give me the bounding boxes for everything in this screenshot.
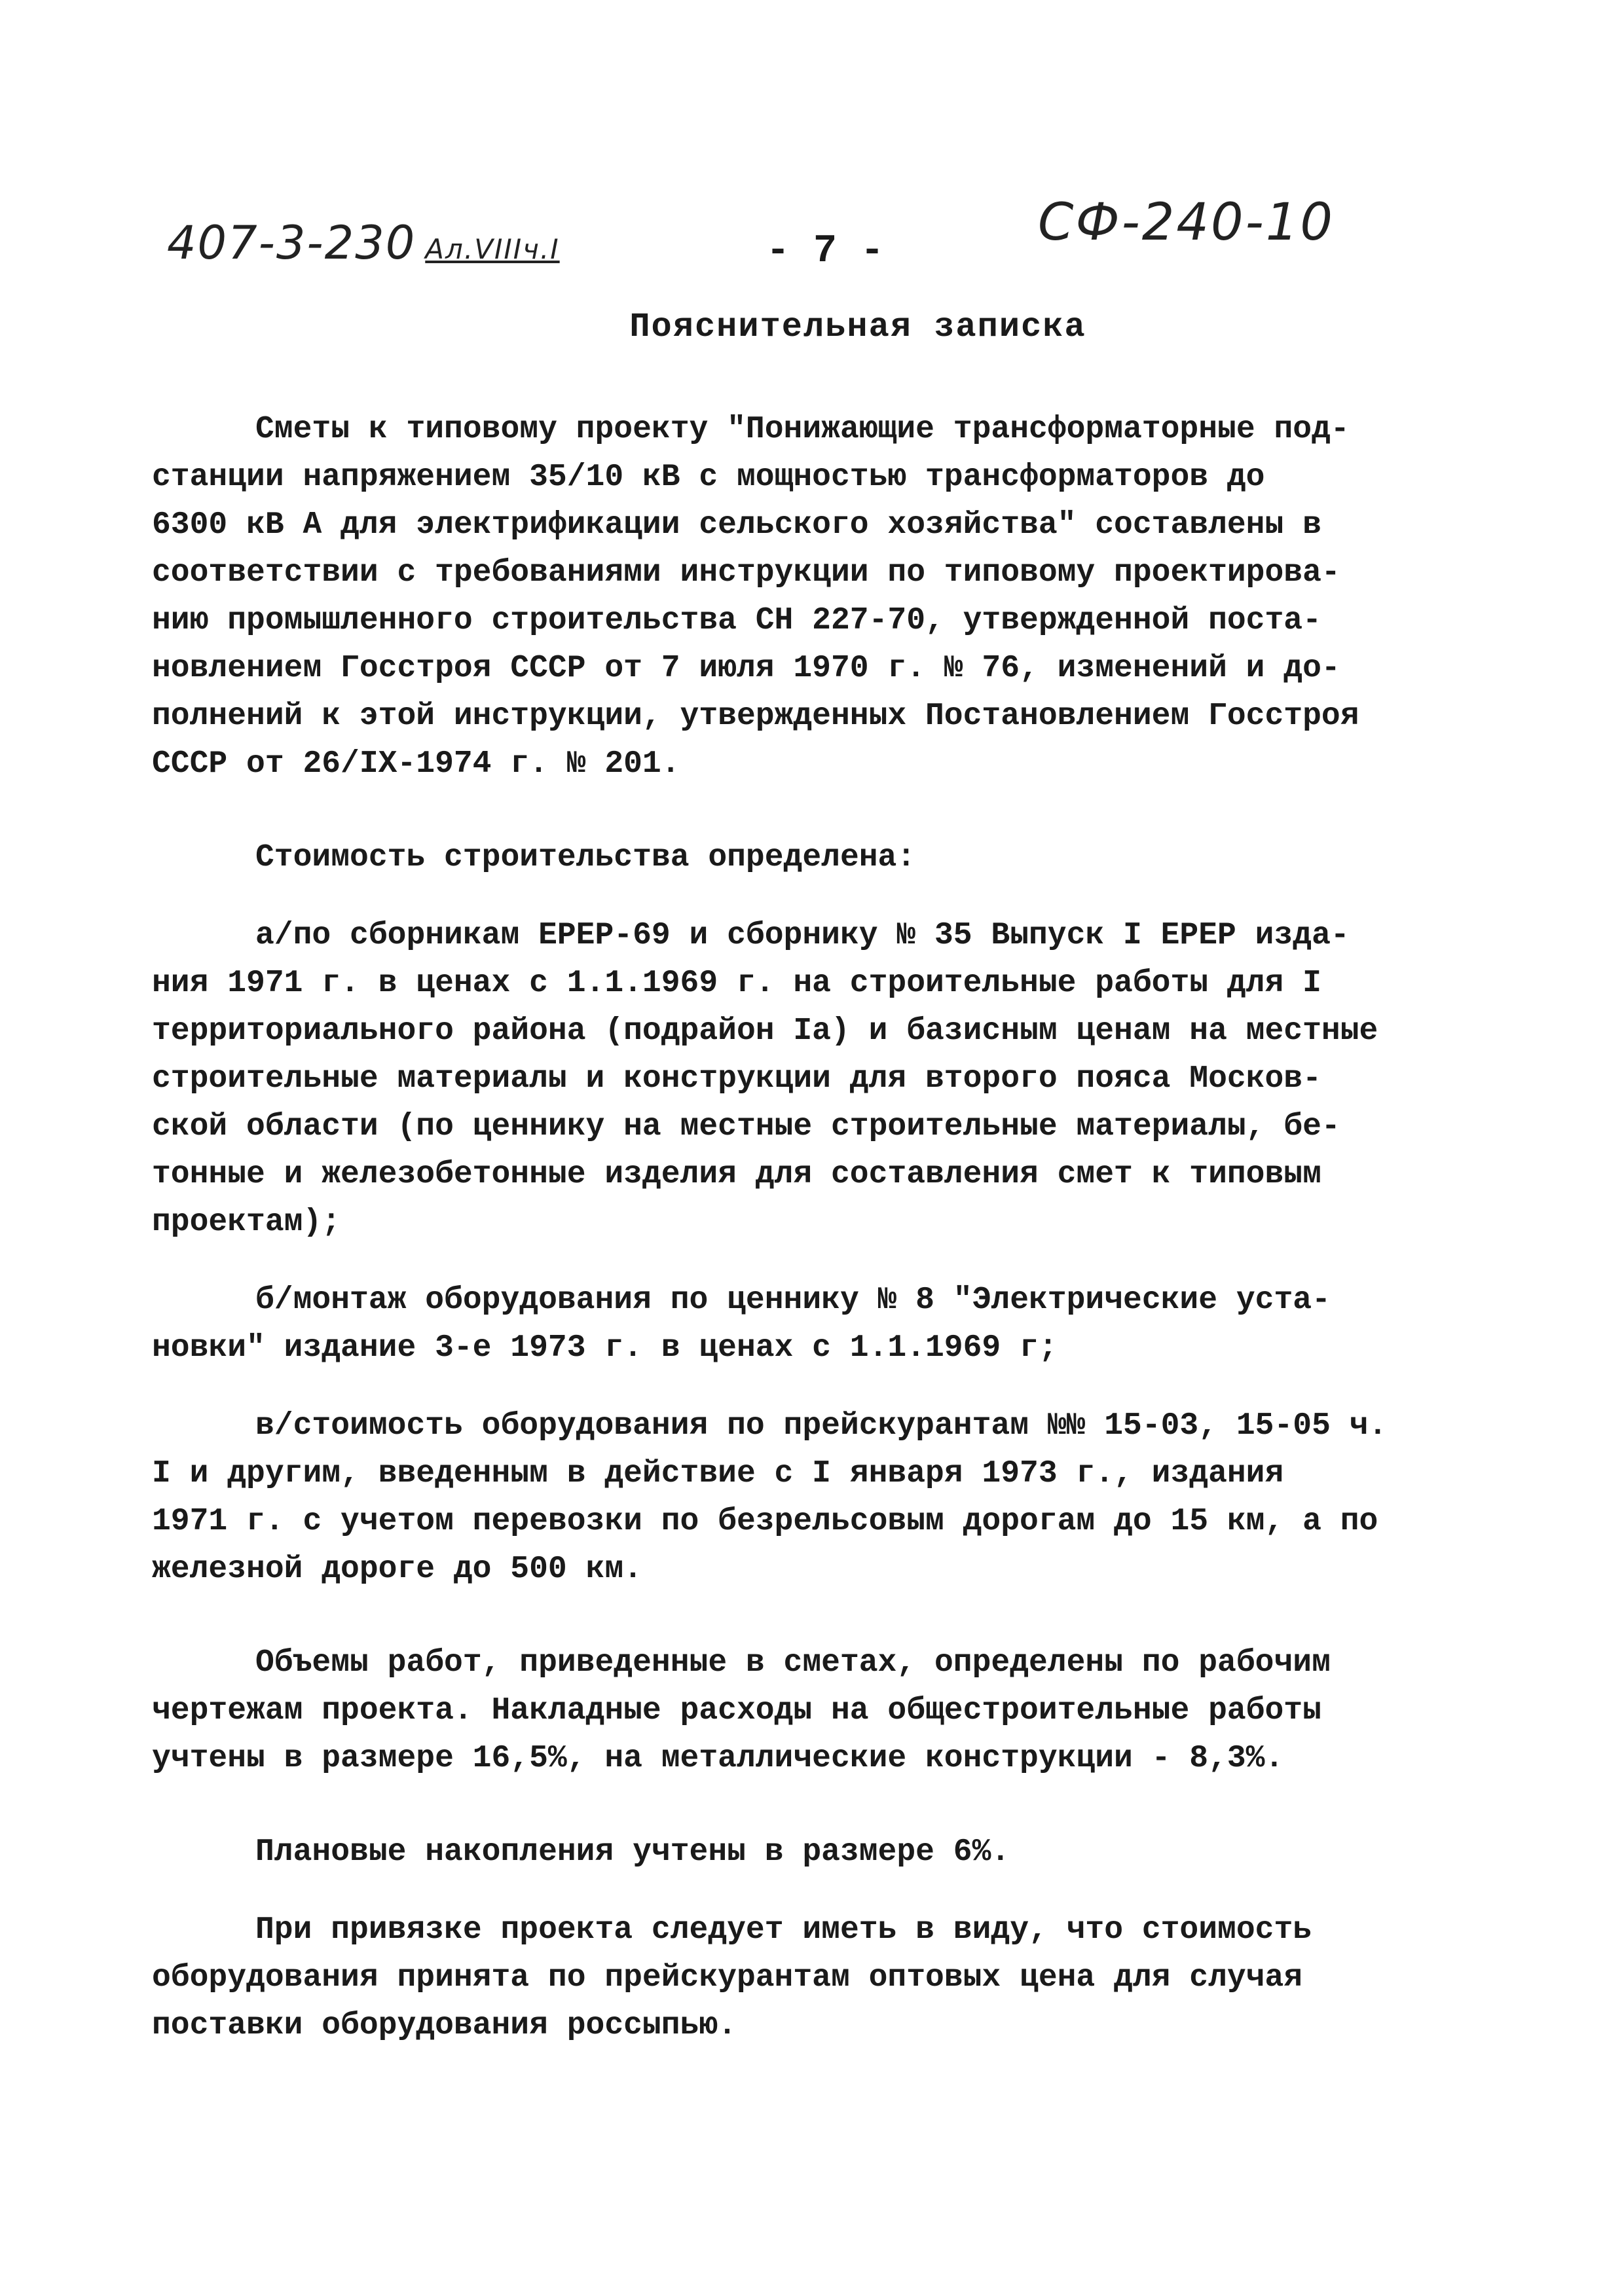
paragraph-cost-heading xyxy=(152,834,1491,882)
text-line: I и другим, введенным в действие с I января 1973 г., издания xyxy=(152,1456,1284,1491)
document-reference: СФ-240-10 xyxy=(1038,193,1335,252)
text-line: СССР от 26/IX-1974 г. № 201. xyxy=(152,746,680,782)
text-line: полнений к этой инструкции, утвержденных Постановлением Госстроя xyxy=(152,699,1359,734)
paragraph-intro xyxy=(152,406,1491,788)
text-line: Плановые накопления учтены в размере 6%. xyxy=(255,1834,1010,1870)
text-line: 6300 кВ А для электрификации сельского хозяйства" составлены в xyxy=(152,507,1321,543)
text-line: строительные материалы и конструкции для второго пояса Москов- xyxy=(152,1061,1321,1097)
text-line: нию промышленного строительства СН 227-70, утвержденной поста- xyxy=(152,603,1321,638)
text-line: б/монтаж оборудования по ценнику № 8 "Электрические уста- xyxy=(255,1283,1331,1318)
text-line: станции напряжением 35/10 кВ с мощностью трансформаторов до xyxy=(152,460,1265,495)
text-line: соответствии с требованиями инструкции по типовому проектирова- xyxy=(152,555,1340,591)
document-code xyxy=(167,216,560,270)
paragraph-item-c xyxy=(152,1402,1491,1594)
text-line: оборудования принята по прейскурантам оптовых цена для случая xyxy=(152,1960,1303,1995)
text-line: учтены в размере 16,5%, на металлические конструкции - 8,3%. xyxy=(152,1741,1284,1776)
document-code-suffix: Ал.VIIIч.I xyxy=(425,233,560,265)
page-number: - 7 - xyxy=(766,229,885,274)
text-line: ской области (по ценнику на местные строительные материалы, бе- xyxy=(152,1109,1340,1144)
text-line: железной дороге до 500 км. xyxy=(152,1552,642,1587)
paragraph-item-a xyxy=(152,912,1491,1247)
text-line: в/стоимость оборудования по прейскурантам №№ 15-03, 15-05 ч. xyxy=(255,1408,1388,1444)
text-line: чертежам проекта. Накладные расходы на общестроительные работы xyxy=(152,1693,1321,1728)
paragraph-item-b xyxy=(152,1277,1491,1372)
text-line: тонные и железобетонные изделия для составления смет к типовым xyxy=(152,1157,1321,1192)
text-line: проектам); xyxy=(152,1205,341,1240)
document-code-number: 407-3-230 xyxy=(167,216,416,270)
paragraph-volumes xyxy=(152,1639,1491,1783)
text-line: новлением Госстроя СССР от 7 июля 1970 г. № 76, изменений и до- xyxy=(152,651,1340,686)
text-line: Стоимость строительства определена: xyxy=(255,840,916,875)
text-line: ния 1971 г. в ценах с 1.1.1969 г. на строительные работы для I xyxy=(152,966,1321,1001)
text-line: При привязке проекта следует иметь в виду, что стоимость xyxy=(255,1912,1312,1948)
page-title: Пояснительная записка xyxy=(629,308,1086,346)
text-line: поставки оборудования россыпью. xyxy=(152,2008,737,2043)
text-line: 1971 г. с учетом перевозки по безрельсовым дорогам до 15 км, а по xyxy=(152,1504,1378,1539)
text-line: а/по сборникам ЕРЕР-69 и сборнику № 35 Выпуск I ЕРЕР изда- xyxy=(255,918,1350,953)
text-line: Сметы к типовому проекту "Понижающие трансформаторные под- xyxy=(255,412,1350,447)
text-line: территориального района (подрайон Iа) и базисным ценам на местные xyxy=(152,1013,1378,1049)
paragraph-planned-savings xyxy=(152,1829,1491,1876)
document-body xyxy=(152,406,1491,2096)
text-line: новки" издание 3-е 1973 г. в ценах с 1.1.1969 г; xyxy=(152,1330,1058,1366)
paragraph-binding-note xyxy=(152,1906,1491,2050)
text-line: Объемы работ, приведенные в сметах, определены по рабочим xyxy=(255,1645,1331,1681)
